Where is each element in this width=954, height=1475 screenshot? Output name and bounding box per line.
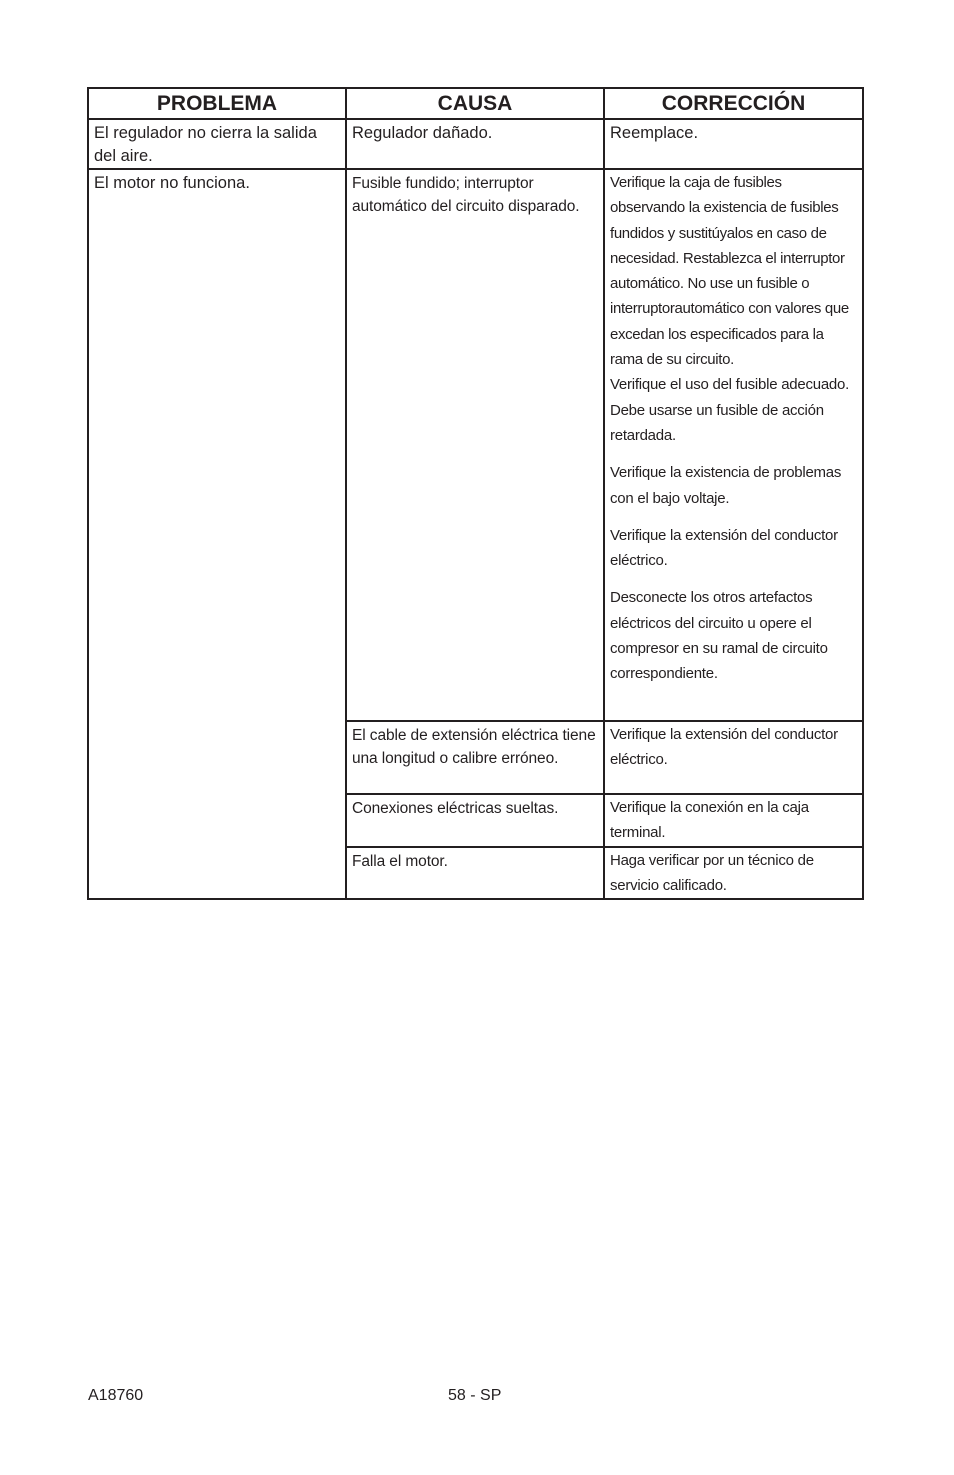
cause-cell: El cable de extensión eléctrica tiene una longitud o calibre erróneo. (346, 721, 604, 794)
correction-paragraph: Verifique el uso del fusible adecuado. Debe usarse un fusible de acción retardada. (610, 376, 850, 444)
cause-cell: Fusible fundido; interruptor automático del circuito disparado. (346, 169, 604, 721)
troubleshooting-table (87, 87, 864, 900)
correction-cell: Verifique la extensión del conductor eléctrico. (604, 721, 863, 794)
problem-cell: El motor no funciona. (88, 169, 346, 899)
problem-cell: El regulador no cierra la salida del aire. (88, 119, 346, 169)
correction-cell: Verifique la conexión en la caja terminal. (604, 794, 863, 847)
correction-paragraph: Verifique la caja de fusibles observando la existencia de fusibles fundidos y sustitúyalos en caso de necesidad. Restablezca el interruptor automático. No use un fusible o interruptorautomático con valores que excedan los especificados para la rama de su circuito. (610, 174, 849, 369)
header-correccion: CORRECCIÓN (604, 88, 863, 119)
header-causa: CAUSA (346, 88, 604, 119)
cause-cell: Conexiones eléctricas sueltas. (346, 794, 604, 847)
table-row (88, 119, 863, 169)
header-problema: PROBLEMA (88, 88, 346, 119)
cause-cell: Falla el motor. (346, 847, 604, 900)
table-header-row (88, 88, 863, 119)
correction-cell: Reemplace. (604, 119, 863, 169)
correction-paragraph: Verifique la extensión del conductor eléctrico. (610, 526, 838, 570)
correction-cell (604, 169, 863, 721)
correction-paragraph: Verifique la existencia de problemas con el bajo voltaje. (610, 464, 842, 507)
document-code: A18760 (88, 1387, 144, 1404)
correction-paragraph: Desconecte los otros artefactos eléctricos del circuito u opere el compresor en su ramal de circuito correspondiente. (610, 589, 828, 683)
correction-cell: Haga verificar por un técnico de servicio calificado. (604, 847, 863, 900)
cause-cell: Regulador dañado. (346, 119, 604, 169)
table-row (88, 169, 863, 721)
page-number: 58 - SP (448, 1387, 502, 1404)
